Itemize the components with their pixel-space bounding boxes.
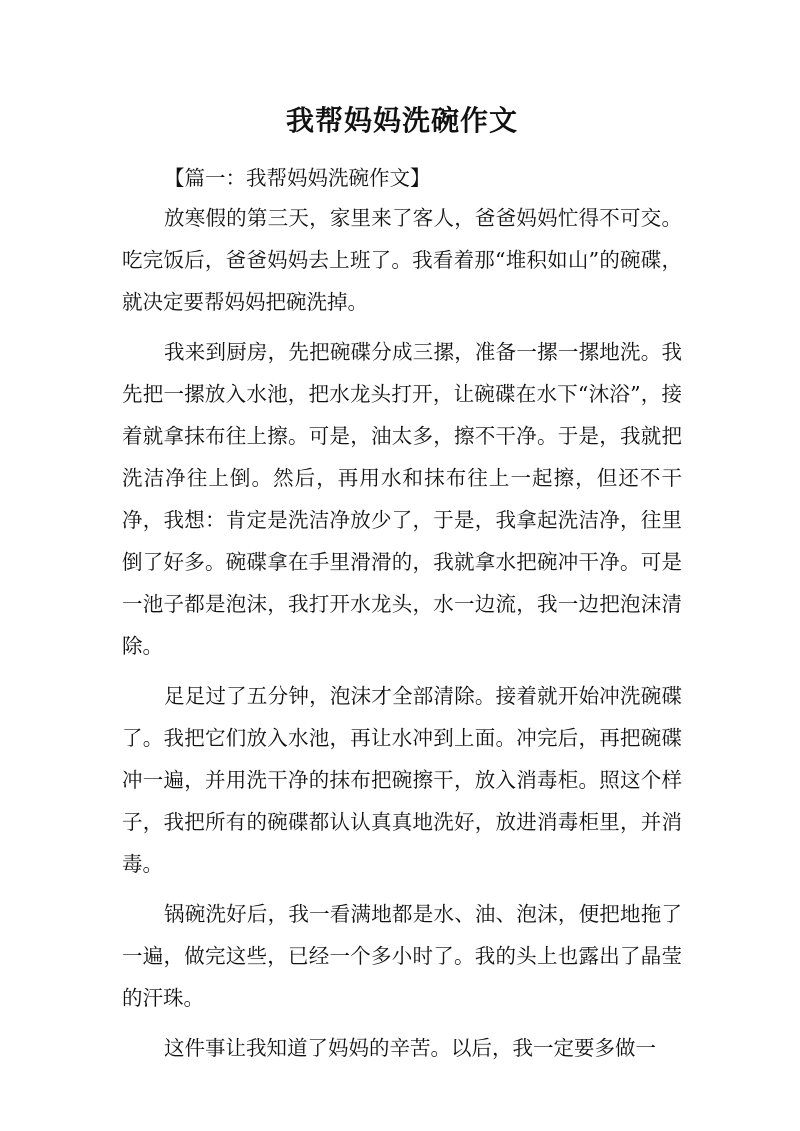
paragraph-3: 足足过了五分钟，泡沫才全部清除。接着就开始冲洗碗碟了。我把它们放入水池，再让水冲到上面。冲完后，再把碗碟冲一遍，并用洗干净的抹布把碗擦干，放入消毒柜。照这个样子，我把所有的碗碟都认认真真地洗好，放进消毒柜里，并消毒。 [122, 684, 682, 876]
essay-body [122, 197, 682, 1069]
paragraph-4: 锅碗洗好后，我一看满地都是水、油、泡沫，便把地拖了一遍，做完这些，已经一个多小时了。我的头上也露出了晶莹的汗珠。 [122, 902, 682, 1010]
document-title: 我帮妈妈洗碗作文 [285, 104, 518, 137]
section-heading: 【篇一：我帮妈妈洗碗作文】 [164, 166, 431, 190]
paragraph-1: 放寒假的第三天，家里来了客人，爸爸妈妈忙得不可交。吃完饭后，爸爸妈妈去上班了。我看着那“堆积如山”的碗碟，就决定要帮妈妈把碗洗掉。 [122, 206, 682, 314]
paragraph-2: 我来到厨房，先把碗碟分成三摞，准备一摞一摞地洗。我先把一摞放入水池，把水龙头打开，让碗碟在水下“沐浴”，接着就拿抹布往上擦。可是，油太多，擦不干净。于是，我就把洗洁净往上倒。然后，再用水和抹布往上一起擦，但还不干净，我想：肯定是洗洁净放少了，于是，我拿起洗洁净，往里倒了好多。碗碟拿在手里滑滑的，我就拿水把碗冲干净。可是一池子都是泡沫，我打开水龙头，水一边流，我一边把泡沫清除。 [122, 340, 682, 658]
paragraph-5: 这件事让我知道了妈妈的辛苦。以后，我一定要多做一 [164, 1036, 656, 1060]
